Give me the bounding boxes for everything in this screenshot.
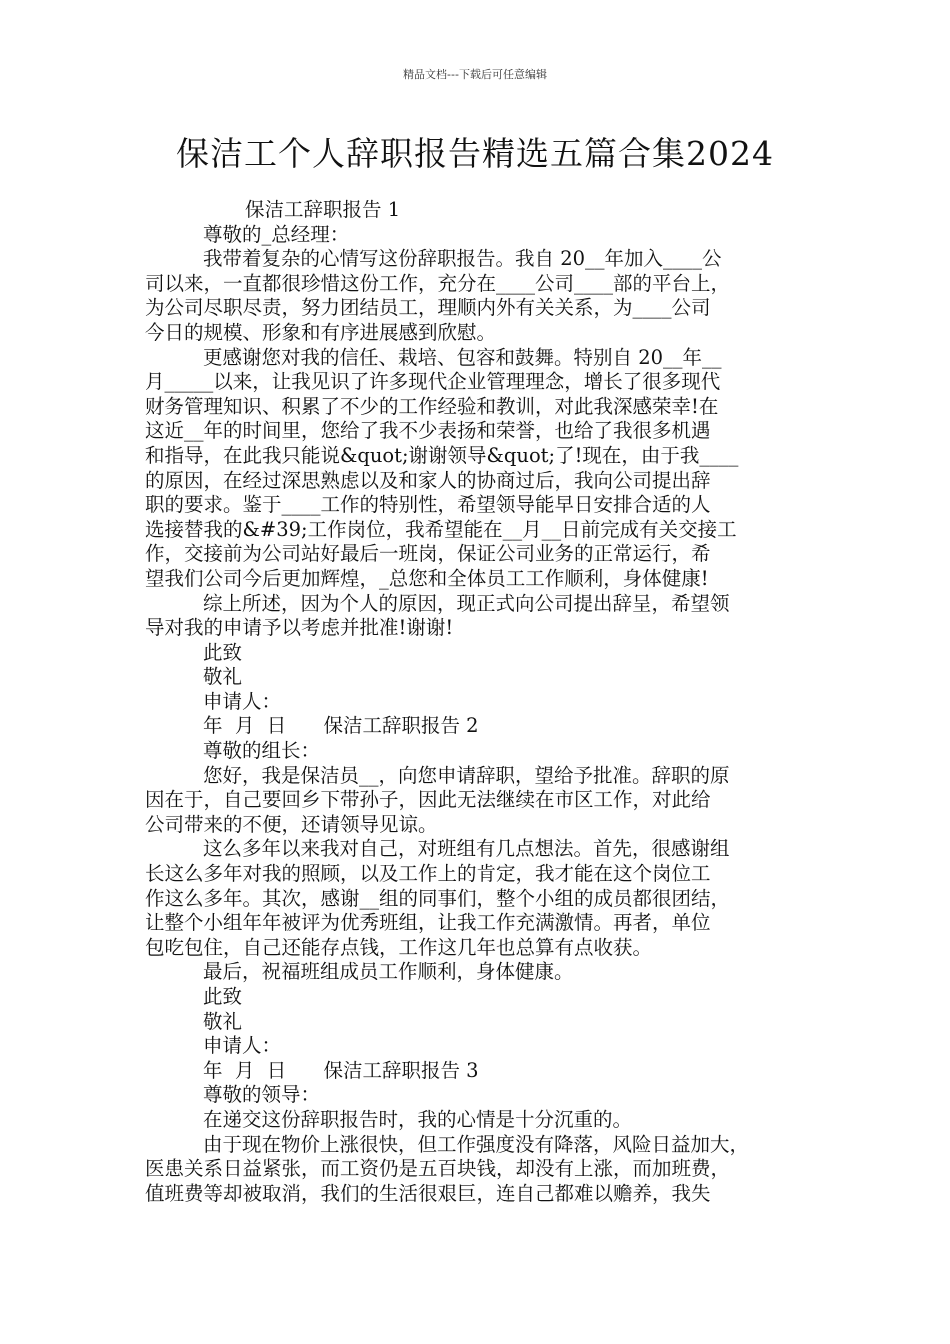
body-line: 年 月 日 保洁工辞职报告 3 — [203, 1058, 479, 1082]
body-line: 申请人： — [203, 689, 282, 713]
body-line: 财务管理知识、积累了不少的工作经验和教训，对此我深感荣幸!在 — [145, 394, 719, 418]
body-line: 今日的规模、形象和有序进展感到欣慰。 — [145, 320, 497, 344]
body-line: 由于现在物价上涨很快，但工作强度没有降落，风险日益加大， — [203, 1132, 750, 1156]
body-line: 和指导，在此我只能说&quot;谢谢领导&quot;了!现在，由于我____ — [145, 443, 739, 467]
body-line: 导对我的申请予以考虑并批准!谢谢! — [145, 616, 454, 640]
body-line: 尊敬的组长： — [203, 739, 321, 763]
body-line: 尊敬的_总经理： — [203, 222, 350, 246]
body-line: 月_____以来，让我见识了许多现代企业管理理念，增长了很多现代 — [145, 370, 721, 394]
body-line: 此致 — [203, 640, 243, 664]
body-line: 包吃包住，自己还能存点钱，工作这几年也总算有点收获。 — [145, 935, 653, 959]
body-line: 敬礼 — [203, 665, 243, 689]
body-line: 为公司尽职尽责，努力团结员工，理顺内外有关关系，为____公司 — [145, 296, 711, 320]
body-line: 作，交接前为公司站好最后一班岗，保证公司业务的正常运行，希 — [145, 542, 711, 566]
body-line: 申请人： — [203, 1034, 282, 1058]
body-line: 选接替我的&#39;工作岗位，我希望能在__月__日前完成有关交接工 — [145, 517, 737, 541]
document-body — [145, 198, 825, 1206]
body-line: 值班费等却被取消，我们的生活很艰巨，连自己都难以赡养，我失 — [145, 1181, 711, 1205]
body-line: 的原因，在经过深思熟虑以及和家人的协商过后，我向公司提出辞 — [145, 468, 711, 492]
body-line: 因在于，自己要回乡下带孙子，因此无法继续在市区工作，对此给 — [145, 788, 711, 812]
body-line: 保洁工辞职报告 1 — [245, 198, 401, 221]
body-line: 医患关系日益紧张，而工资仍是五百块钱，却没有上涨，而加班费， — [145, 1157, 731, 1181]
header-note: 精品文档---下载后可任意编辑 — [403, 68, 547, 81]
body-line: 长这么多年对我的照顾，以及工作上的肯定，我才能在这个岗位工 — [145, 862, 711, 886]
body-line: 尊敬的领导： — [203, 1083, 321, 1107]
body-line: 这近__年的时间里，您给了我不少表扬和荣誉，也给了我很多机遇 — [145, 419, 711, 443]
body-line: 我带着复杂的心情写这份辞职报告。我自 20__年加入____公 — [203, 247, 722, 271]
body-line: 司以来，一直都很珍惜这份工作，充分在____公司____部的平台上， — [145, 271, 731, 295]
body-line: 让整个小组年年被评为优秀班组，让我工作充满激情。再者，单位 — [145, 911, 711, 935]
body-line: 年 月 日 保洁工辞职报告 2 — [203, 714, 479, 738]
body-line: 您好，我是保洁员__，向您申请辞职，望给予批准。辞职的原 — [203, 763, 730, 787]
body-line: 敬礼 — [203, 1009, 243, 1033]
body-line: 在递交这份辞职报告时，我的心情是十分沉重的。 — [203, 1107, 633, 1131]
body-line: 此致 — [203, 985, 243, 1008]
body-line: 公司带来的不便，还请领导见谅。 — [145, 812, 438, 836]
body-line: 望我们公司今后更加辉煌，_总您和全体员工工作顺利，身体健康! — [145, 566, 709, 590]
body-line: 作这么多年。其次，感谢__组的同事们，整个小组的成员都很团结， — [145, 886, 731, 910]
body-line: 更感谢您对我的信任、栽培、包容和鼓舞。特别自 20__年__ — [203, 345, 722, 369]
document-title: 保洁工个人辞职报告精选五篇合集2024 — [176, 134, 774, 173]
body-line: 职的要求。鉴于____工作的特别性，希望领导能早日安排合适的人 — [145, 493, 711, 517]
body-line: 这么多年以来我对自己，对班组有几点想法。首先，很感谢组 — [203, 837, 730, 861]
body-line: 综上所述，因为个人的原因，现正式向公司提出辞呈，希望领 — [203, 591, 730, 615]
body-line: 最后，祝福班组成员工作顺利，身体健康。 — [203, 960, 574, 984]
